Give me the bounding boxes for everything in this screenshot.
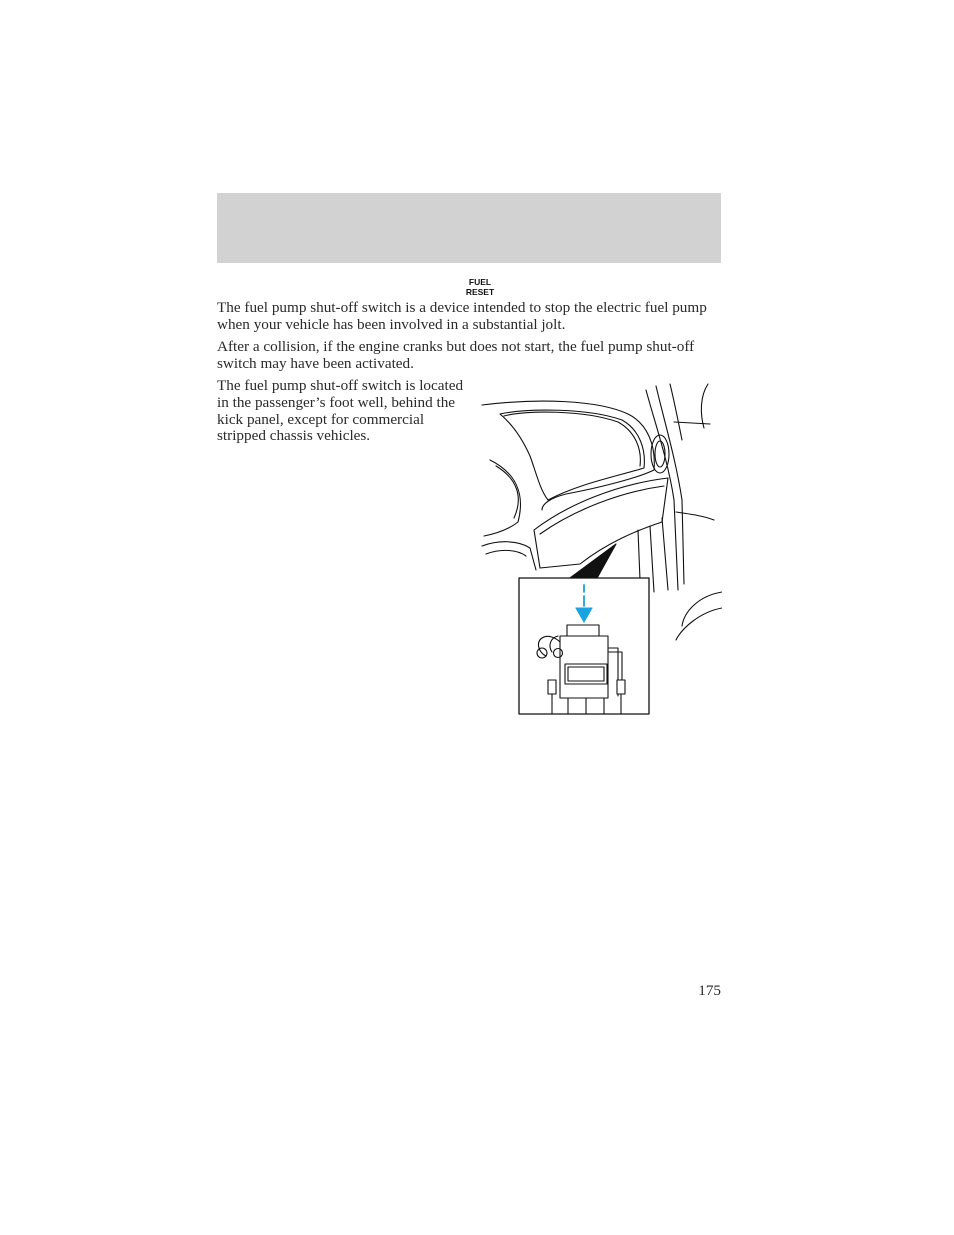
page-number: 175 [698, 982, 721, 999]
paragraph-collision-note: After a collision, if the engine cranks but does not start, the fuel pump shut-off switch may have been activated. [217, 338, 695, 372]
paragraph-switch-location: The fuel pump shut-off switch is located in the passenger’s foot well, behind the kick panel, except for commercial stripped chassis vehicles. [217, 377, 464, 445]
fuel-reset-label-line2: RESET [465, 286, 495, 297]
fuel-reset-label-line1: FUEL [468, 277, 492, 287]
fuel-pump-switch-illustration [478, 380, 722, 716]
callout-pointer [570, 544, 616, 580]
glove-box-outline [500, 410, 644, 500]
paragraph-device-description: The fuel pump shut-off switch is a device intended to stop the electric fuel pump when your vehicle has been involved in a substantial jolt. [217, 299, 707, 333]
fuel-reset-label [455, 278, 505, 297]
section-header-band [217, 193, 721, 263]
